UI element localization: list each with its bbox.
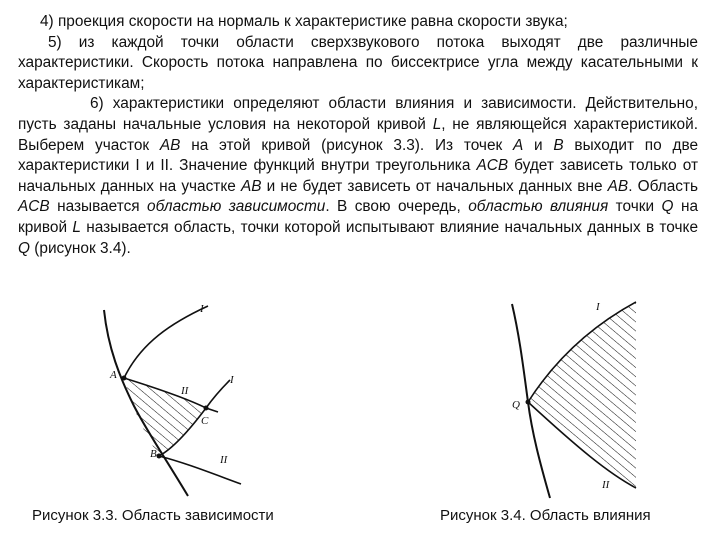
label-I: I bbox=[596, 301, 600, 313]
paragraph-5-text: 5) из каждой точки области сверхзвукового потока выходят две различные характеристики. Скорость потока направлена по биссектрисе угла между касательными к характеристикам; bbox=[18, 33, 698, 92]
characteristic-I-top bbox=[124, 306, 208, 378]
label-C: C bbox=[201, 415, 209, 427]
p6-text-j: . В свою очередь, bbox=[325, 198, 469, 216]
label-Q: Q bbox=[512, 399, 520, 411]
p6-text-f: будет зависеть только от начальных данных на участке bbox=[18, 157, 699, 195]
paragraph-5 bbox=[18, 33, 698, 95]
label-B: B bbox=[150, 448, 157, 460]
p6-symbol-B: B bbox=[553, 136, 564, 154]
label-A: A bbox=[110, 369, 117, 381]
p6-text-i: называется bbox=[49, 198, 148, 216]
p6-text-e: выходит по две характеристики I и II. Значение функций внутри треугольника bbox=[18, 136, 699, 175]
body-text bbox=[18, 12, 698, 259]
dependence-region-shaded bbox=[124, 378, 206, 456]
figure-dependence-svg bbox=[96, 298, 276, 503]
label-II-mid: II bbox=[181, 385, 189, 397]
p6-symbol-Q: Q bbox=[661, 198, 674, 216]
caption-figure-3-4: Рисунок 3.4. Область влияния bbox=[440, 507, 651, 524]
paragraph-4-text: 4) проекция скорости на нормаль к характеристике равна скорости звука; bbox=[40, 13, 568, 30]
label-II: II bbox=[602, 479, 610, 491]
point-C bbox=[204, 406, 209, 411]
point-B bbox=[157, 454, 162, 459]
paragraph-6 bbox=[18, 94, 698, 259]
label-II-bottom: II bbox=[220, 454, 228, 466]
influence-region-shaded bbox=[528, 302, 636, 488]
p6-text-d: и bbox=[523, 136, 554, 154]
p6-text-m: называется область, точки которой испытывают влияние начальных данных в точке bbox=[80, 218, 699, 236]
point-Q bbox=[526, 400, 531, 405]
term-influence-region: областью влияния bbox=[468, 198, 609, 216]
paragraph-4 bbox=[18, 12, 698, 33]
figure-dependence-region bbox=[96, 298, 276, 503]
p6-symbol-AB-3: AB bbox=[607, 177, 629, 195]
p6-symbol-L-2: L bbox=[72, 218, 81, 236]
figure-influence-svg bbox=[498, 298, 648, 503]
p6-text-b: , не являющейся характеристикой. Выберем участок bbox=[18, 115, 698, 154]
term-dependence-region: областью зависимости bbox=[147, 198, 326, 216]
p6-text-l: на кривой bbox=[18, 198, 699, 236]
p6-symbol-AB-2: AB bbox=[240, 177, 262, 195]
p6-text-c: на этой кривой (рисунок 3.3). Из точек bbox=[180, 136, 513, 154]
p6-text-h: . Область bbox=[628, 177, 699, 195]
p6-symbol-Q-2: Q bbox=[18, 239, 30, 257]
figure-influence-region bbox=[498, 298, 648, 503]
label-I-top: I bbox=[200, 303, 204, 315]
label-I-right: I bbox=[230, 374, 234, 386]
p6-text-a: 6) характеристики определяют области влияния и зависимости. Действительно, пусть заданы начальные условия на некоторой кривой bbox=[18, 95, 698, 133]
p6-text-k: точки bbox=[608, 198, 662, 216]
point-A bbox=[122, 376, 127, 381]
p6-text-n: (рисунок 3.4). bbox=[29, 239, 131, 257]
p6-text-g: и не будет зависеть от начальных данных вне bbox=[261, 177, 608, 195]
p6-symbol-L: L bbox=[432, 115, 442, 133]
p6-symbol-ACB-2: ACB bbox=[18, 198, 50, 216]
p6-symbol-A: A bbox=[513, 136, 524, 154]
p6-symbol-AB: AB bbox=[159, 136, 181, 154]
caption-figure-3-3: Рисунок 3.3. Область зависимости bbox=[32, 507, 274, 524]
p6-symbol-ACB: ACB bbox=[476, 157, 509, 175]
